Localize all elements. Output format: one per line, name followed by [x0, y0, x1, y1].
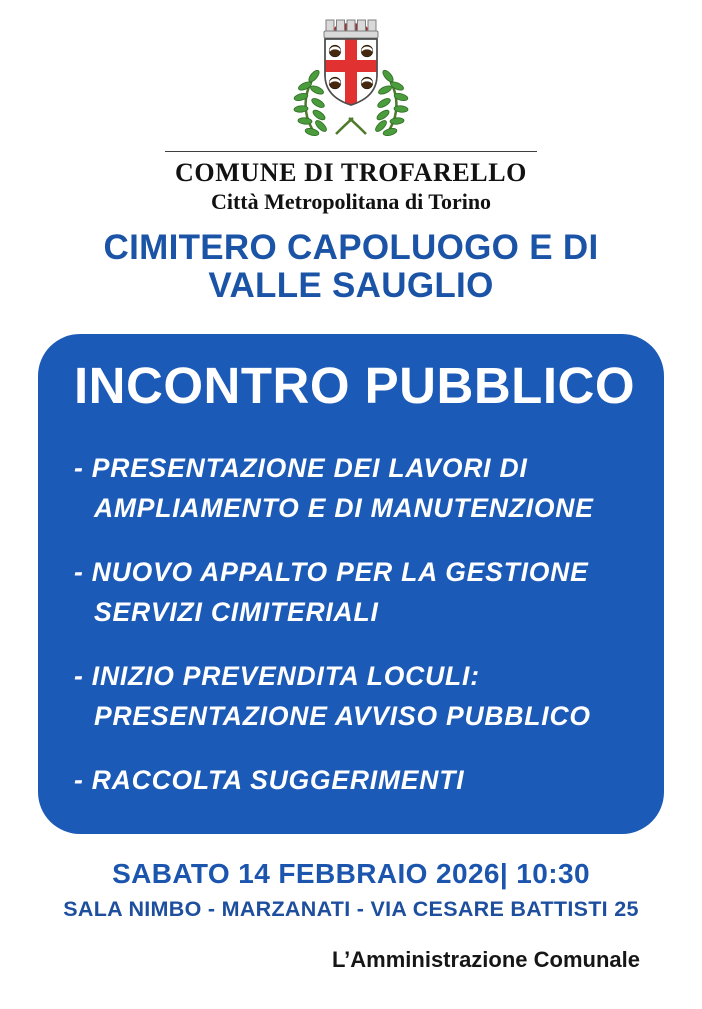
page-title	[0, 229, 702, 305]
event-location: SALA NIMBO - MARZANATI - VIA CESARE BATTISTI 25	[63, 897, 639, 922]
list-item-line: SERVIZI CIMITERIALI	[94, 597, 379, 628]
list-item-line: PRESENTAZIONE AVVISO PUBBLICO	[94, 701, 591, 732]
municipality-name: COMUNE DI TROFARELLO	[175, 158, 527, 187]
notice-panel	[38, 334, 664, 834]
page-title-line2: VALLE SAUGLIO	[208, 265, 494, 305]
event-datetime: SABATO 14 FEBBRAIO 2026| 10:30	[112, 858, 590, 890]
mural-crown	[324, 20, 378, 38]
list-item-line: - RACCOLTA SUGGERIMENTI	[74, 765, 465, 796]
coat-of-arms-icon	[276, 16, 426, 140]
list-item	[74, 448, 628, 528]
flyer-page	[0, 16, 702, 1009]
page-title-line1: CIMITERO CAPOLUOGO E DI	[103, 227, 599, 267]
notice-heading: INCONTRO PUBBLICO	[74, 357, 635, 415]
list-item	[74, 760, 628, 800]
signature: L’Amministrazione Comunale	[331, 947, 640, 973]
list-item-line: - INIZIO PREVENDITA LOCULI:	[74, 661, 480, 692]
list-item-line: AMPLIAMENTO E DI MANUTENZIONE	[94, 493, 594, 524]
list-item	[74, 552, 628, 632]
list-item-line: - PRESENTAZIONE DEI LAVORI DI	[74, 453, 528, 484]
notice-list	[74, 448, 628, 800]
municipality-subtitle: Città Metropolitana di Torino	[210, 188, 492, 214]
list-item-line: - NUOVO APPALTO PER LA GESTIONE	[74, 557, 589, 588]
list-item	[74, 656, 628, 736]
header-divider	[165, 151, 537, 152]
